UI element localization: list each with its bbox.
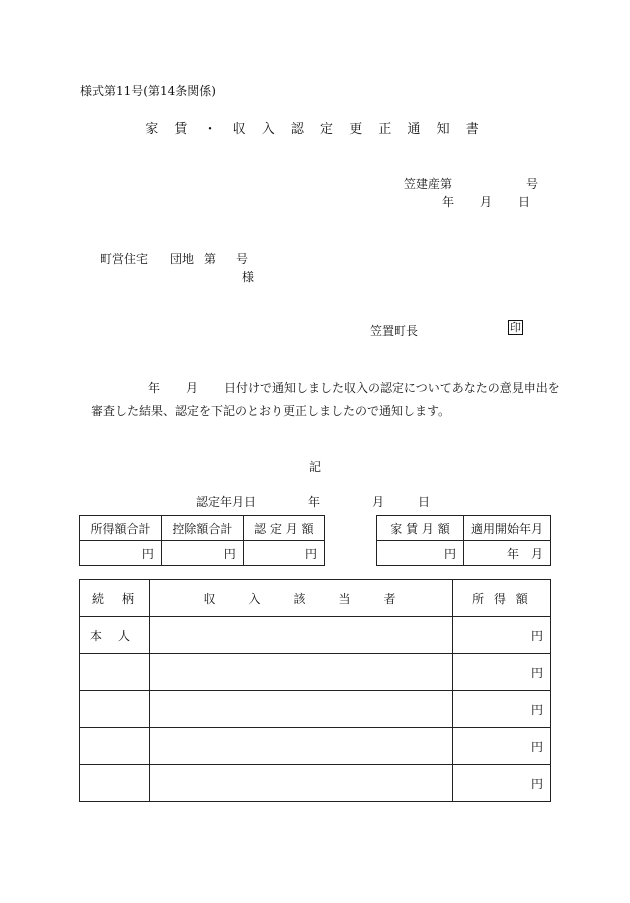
- rent-table: [376, 515, 551, 566]
- addressee-dai: 第: [204, 252, 217, 266]
- header-total-income: 所得額合計: [80, 516, 162, 541]
- row-earner: [150, 617, 453, 654]
- row-relation: 本人: [80, 617, 150, 654]
- seal-mark: 印: [510, 321, 521, 334]
- body-line-1: [148, 379, 560, 396]
- sender-name: 笠置町長: [370, 324, 419, 338]
- addressee-address: [100, 250, 248, 267]
- row-earner: [150, 765, 453, 802]
- row-income: 円: [453, 617, 551, 654]
- row-income: 円: [453, 765, 551, 802]
- row-relation: [80, 765, 150, 802]
- issue-date: [442, 193, 530, 210]
- value-start-month: 年 月: [464, 541, 551, 566]
- nintei-month: 月: [372, 495, 385, 509]
- row-earner: [150, 654, 453, 691]
- header-earner: 収 入 該 当 者: [150, 580, 453, 617]
- row-relation: [80, 691, 150, 728]
- nintei-day: 日: [418, 495, 431, 509]
- table-row: [80, 617, 551, 654]
- value-approved-monthly: 円: [243, 541, 324, 566]
- row-earner: [150, 728, 453, 765]
- document-number: [404, 175, 538, 192]
- row-earner: [150, 691, 453, 728]
- header-monthly-rent: 家 賃 月 額: [377, 516, 464, 541]
- nintei-year: 年: [308, 495, 321, 509]
- table-row: [80, 765, 551, 802]
- header-approved-monthly: 認 定 月 額: [243, 516, 324, 541]
- row-income: 円: [453, 728, 551, 765]
- row-income: 円: [453, 691, 551, 728]
- value-total-income: 円: [80, 541, 162, 566]
- row-income: 円: [453, 654, 551, 691]
- nintei-date: [196, 493, 430, 510]
- addressee-complex: 団地: [170, 252, 195, 266]
- document-title: 家 賃 ・ 収 入 認 定 更 正 通 知 書: [145, 122, 485, 137]
- doc-number-suffix: 号: [526, 177, 539, 191]
- row-relation: [80, 728, 150, 765]
- income-earners-table: [79, 579, 551, 802]
- addressee-honorific: 様: [242, 270, 255, 284]
- income-summary-table: [79, 515, 325, 566]
- body-line-2: 審査した結果、認定を下記のとおり更正しましたので通知します。: [91, 404, 451, 418]
- addressee-go: 号: [236, 252, 249, 266]
- header-income: 所 得 額: [453, 580, 551, 617]
- value-total-deduction: 円: [161, 541, 243, 566]
- issue-month: 月: [480, 195, 493, 209]
- table-row: [80, 654, 551, 691]
- nintei-label: 認定年月日: [196, 495, 257, 509]
- value-monthly-rent: 円: [377, 541, 464, 566]
- ki-heading: 記: [308, 460, 321, 474]
- body-month: 月: [186, 381, 199, 395]
- addressee-housing: 町営住宅: [100, 252, 149, 266]
- header-relation: 続 柄: [80, 580, 150, 617]
- row-relation: [80, 654, 150, 691]
- body-line1-text: 日付けで通知しました収入の認定についてあなたの意見申出を: [224, 381, 560, 395]
- table-row: [80, 728, 551, 765]
- body-year: 年: [148, 381, 161, 395]
- form-number: 様式第11号(第14条関係): [80, 84, 216, 98]
- header-total-deduction: 控除額合計: [161, 516, 243, 541]
- doc-number-prefix: 笠建産第: [404, 177, 453, 191]
- header-start-month: 適用開始年月: [464, 516, 551, 541]
- issue-year: 年: [442, 195, 455, 209]
- issue-day: 日: [518, 195, 531, 209]
- table-row: [80, 691, 551, 728]
